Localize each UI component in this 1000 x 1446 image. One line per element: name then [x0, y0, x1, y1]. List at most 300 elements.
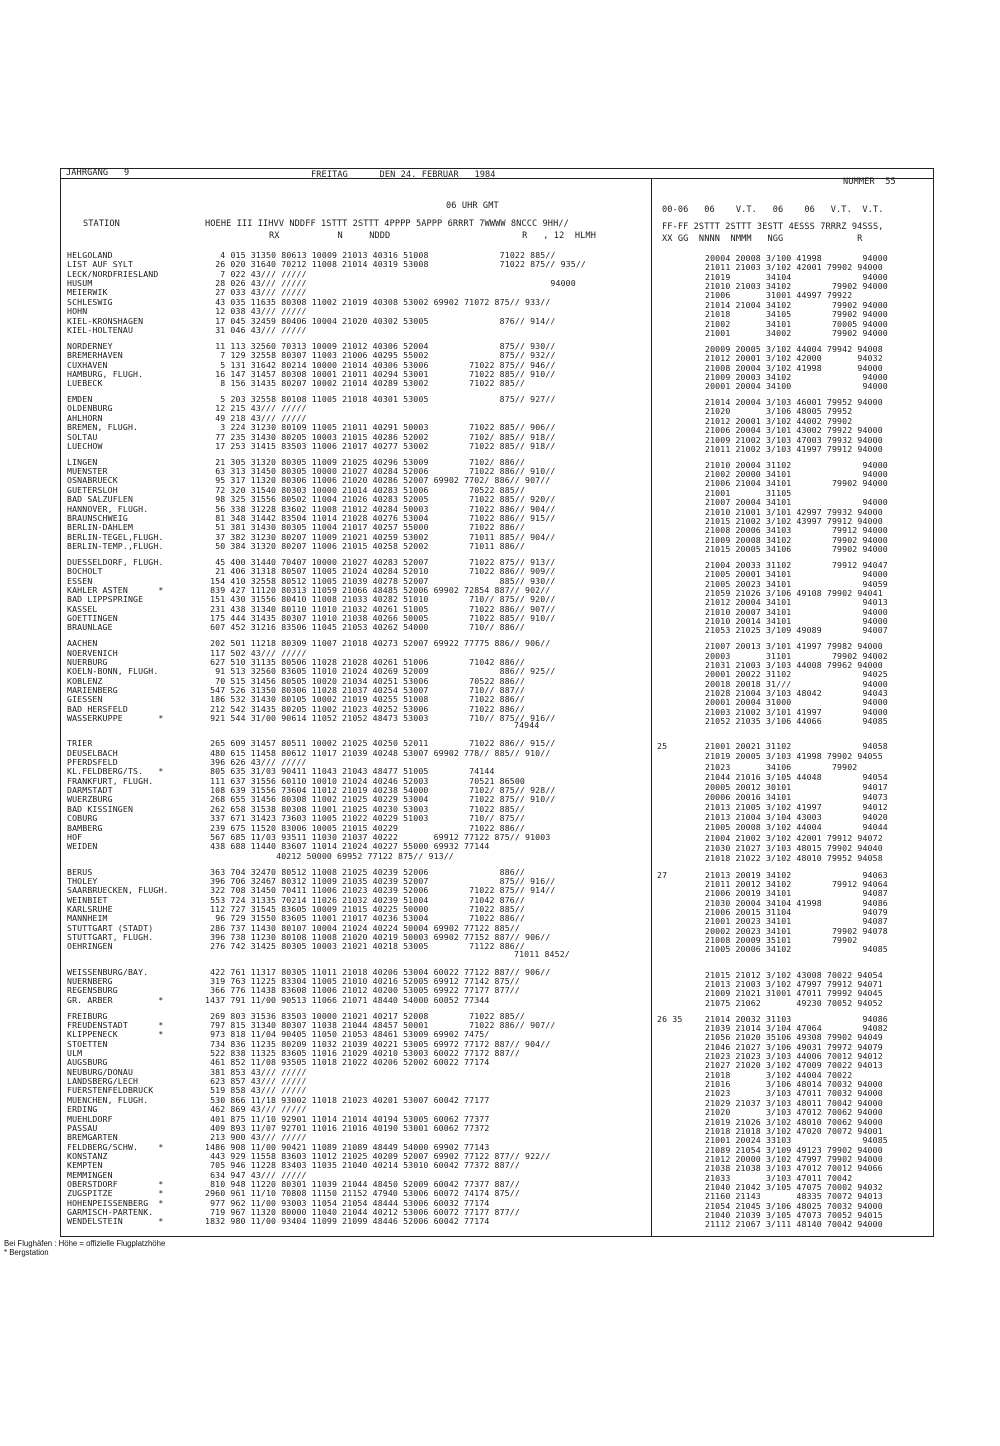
jahrgang-label: JAHRGANG 9 [66, 168, 130, 178]
supplement-header: 00-06 06 V.T. 06 06 V.T. V.T. [662, 205, 884, 215]
station-name: KOELN-BONN, FLUGH. [67, 666, 159, 677]
supplement-values: 21015 21002 3/102 43997 79912 94000 [705, 515, 883, 526]
station-observation: 396 706 32467 80312 11009 21035 40239 52007 875// 916// [210, 875, 556, 886]
station-observation: 212 542 31435 80205 11002 21023 40252 53006 71022 886// [210, 703, 526, 714]
station-observation: 7 129 32558 80307 11003 21006 40295 55002 875// 932// [220, 350, 556, 361]
supplement-values: 21004 21002 3/102 42001 79912 94072 [705, 832, 883, 843]
station-observation: 63 313 31450 80305 10000 21027 40284 52006 71022 886// 910// [215, 466, 556, 477]
station-observation: 366 776 11438 83608 11006 21012 40200 53005 69922 77177 877// [210, 985, 520, 996]
station-observation: 37 382 31230 80207 11009 21021 40259 53002 71011 885// 904// [215, 531, 556, 542]
station-observation: 70 515 31456 80505 10020 21034 40251 53006 70522 886// [215, 675, 526, 686]
supplement-values: 21046 21027 3/106 49031 79972 94079 [705, 1041, 883, 1052]
footnote-height: Bei Flughäfen : Höhe = offizielle Flugplatzhöhe [4, 1239, 166, 1248]
station-name: MUENSTER [67, 466, 108, 477]
station-observation: 396 738 11230 80108 11008 21020 40219 50003 69902 77152 887// 906// [210, 932, 551, 942]
supplement-values: 21013 21003 3/102 47997 79912 94071 [705, 978, 883, 989]
station-observation: 72 320 31540 80303 10000 21014 40283 51006 70522 885// [215, 484, 526, 495]
station-name: WEIDEN [67, 841, 98, 852]
station-observation: 719 967 11320 80000 11040 21044 40212 53006 60072 77177 877// [210, 1207, 520, 1218]
station-name: HELGOLAND [67, 250, 113, 260]
station-name: TRIER [67, 738, 93, 749]
station-observation: 438 688 11440 83607 11014 21024 40227 55000 69932 77144 [210, 841, 490, 852]
station-name: OEHRINGEN [67, 941, 113, 952]
station-name: LUECHOW [67, 440, 103, 451]
supplement-prefix: 25 [657, 741, 668, 752]
station-observation: 45 400 31440 70407 10000 21027 40283 52007 71022 875// 913// [215, 556, 556, 567]
supplement-values: 21052 21035 3/106 44066 94085 [705, 716, 888, 727]
station-name: NUERNBERG [67, 975, 113, 986]
supplement-values: 21006 20019 34101 94087 [705, 888, 888, 899]
supplement-values: 21033 3/103 47011 70042 [705, 1172, 853, 1183]
station-observation: 112 727 31545 83605 10009 21015 40225 50000 71022 885// [210, 903, 526, 914]
supplement-values: 21018 34105 79902 94000 [705, 309, 888, 320]
supplement-values: 21011 21002 3/103 41997 79912 94000 [705, 443, 883, 454]
supplement-values: 21015 21012 3/102 43008 70022 94054 [705, 969, 883, 980]
station-name: EMDEN [67, 394, 93, 404]
station-name: SAARBRUECKEN, FLUGH. [67, 885, 169, 896]
supplement-values: 21015 20005 34106 79902 94000 [705, 543, 888, 554]
station-name: KLIPPENECK * [67, 1029, 164, 1040]
supplement-prefix: 26 35 [657, 1013, 683, 1024]
station-name: NEUBURG/DONAU [67, 1066, 134, 1077]
supplement-values: 21008 20006 34103 79912 94000 [705, 525, 888, 536]
station-name: HOHENPEISSENBERG * [67, 1197, 164, 1208]
supplement-values: 21010 20007 34101 94000 [705, 606, 888, 617]
station-observation: 108 639 31556 73604 11012 21019 40238 54000 7102/ 875// 928// [210, 785, 556, 796]
supplement-values: 21016 3/106 48014 70032 94000 [705, 1079, 883, 1089]
station-name: PASSAU [67, 1122, 98, 1133]
station-observation: 401 875 11/10 92901 11014 21014 40194 53005 60062 77377 [210, 1113, 490, 1124]
supplement-values: 21027 21020 3/102 47009 70022 94013 [705, 1060, 883, 1071]
supplement-values: 21038 21038 3/103 47012 70012 94066 [705, 1163, 883, 1174]
supplement-values: 21007 20013 3/101 41997 79982 94000 [705, 641, 883, 652]
station-name: FELDBERG/SCHW. * [67, 1141, 164, 1152]
station-observation: 12 215 43/// ///// [215, 403, 307, 414]
station-observation: 51 381 31430 80305 11004 21017 40257 55000 71022 886// [215, 522, 526, 533]
supplement-values: 21018 21018 3/102 47020 70072 94001 [705, 1125, 883, 1136]
supplement-values: 21007 20004 34101 94000 [705, 497, 888, 508]
supplement-values: 21001 20024 33103 94085 [705, 1135, 888, 1146]
supplement-values: 21013 21004 3/104 43003 94020 [705, 812, 888, 823]
station-name: KAHLER ASTEN * [67, 584, 164, 595]
supplement-values: 21003 21002 3/101 41997 94000 [705, 706, 888, 717]
supplement-values: 21001 20021 31102 94058 [705, 741, 888, 752]
station-name: BAD SALZUFLEN [67, 494, 134, 505]
station-name: BOCHOLT [67, 566, 103, 577]
station-name: BREMEN, FLUGH. [67, 422, 139, 433]
station-observation: 77 235 31430 80205 10003 21015 40286 52002 7102/ 885// 918// [215, 431, 556, 442]
station-observation: 734 836 11235 80209 11032 21039 40221 53005 69972 77172 887// 904// [210, 1038, 551, 1049]
supplement-values: 21014 20004 3/103 46001 79952 94000 [705, 397, 883, 407]
supplement-values: 21010 21001 3/101 42997 79932 94000 [705, 506, 883, 517]
station-observation: 21 406 31318 80507 11005 21024 40284 52010 71022 886// 909// [215, 566, 556, 577]
station-name: BAMBERG [67, 822, 103, 833]
station-name: OBERSTDORF * [67, 1179, 164, 1189]
supplement-values: 21001 34002 79902 94000 [705, 327, 888, 338]
station-name: OLDENBURG [67, 403, 113, 414]
station-observation: 443 929 11558 83603 11012 21025 40209 52007 69902 77122 877// 922// [210, 1150, 551, 1161]
station-name: KONSTANZ [67, 1150, 108, 1161]
station-name: KIEL-KRONSHAGEN [67, 315, 144, 326]
station-name: GARMISCH-PARTENK. [67, 1207, 154, 1218]
station-observation: 422 761 11317 80305 11011 21018 40206 53004 60022 77122 887// 906// [210, 966, 551, 977]
station-name: WASSERKUPPE * [67, 713, 164, 724]
supplement-values: 20006 20016 34101 94073 [705, 792, 888, 802]
supplement-values: 21018 3/102 44004 70022 [705, 1069, 853, 1080]
supplement-values: 21029 21037 3/103 48011 70042 94000 [705, 1097, 883, 1108]
station-name: BERLIN-TEGEL,FLUGH. [67, 531, 164, 542]
supplement-values: 21075 21062 49230 70052 94052 [705, 997, 883, 1008]
station-name: BREMGARTEN [67, 1132, 118, 1143]
station-name: SOLTAU [67, 431, 98, 442]
supplement-values: 21011 20012 34102 79912 94064 [705, 878, 888, 889]
supplement-values: 21054 21045 3/106 48025 70032 94000 [705, 1200, 883, 1211]
station-observation: 231 438 31340 80110 11010 21032 40261 51005 71022 886// 907// [210, 603, 556, 614]
supplement-values: 21009 20008 34102 79902 94000 [705, 534, 888, 545]
supplement-code-header: FF-FF 2STTT 2STTT 3ESTT 4ESSS 7RRRZ 94SSS, [662, 222, 884, 232]
station-observation: 530 866 11/18 93002 11018 21023 40201 53007 60042 77177 [210, 1094, 490, 1105]
station-observation: 186 532 31430 80105 10002 21019 40255 51008 71022 886// [210, 694, 526, 705]
station-observation: 151 430 31556 80410 11008 21033 40282 51010 710// 875// 920// [210, 594, 556, 605]
supplement-values: 21006 20015 31104 94079 [705, 906, 888, 917]
station-observation: 4 015 31350 80613 10009 21013 40316 51008 71022 885// [220, 250, 556, 260]
station-name: HOF [67, 831, 83, 842]
supplement-values: 21020 3/103 47012 70062 94000 [705, 1107, 883, 1118]
station-header: STATION [83, 219, 120, 229]
station-name: KIEL-HOLTENAU [67, 324, 134, 335]
supplement-values: 21013 21005 3/102 41997 94012 [705, 802, 888, 813]
station-observation: 567 685 11/03 93511 11030 21037 40222 69912 77122 875// 91003 [210, 831, 551, 842]
station-observation: 839 427 11120 80313 11059 21066 48485 52006 69902 72854 887// 902// [210, 584, 551, 595]
station-name: BERLIN-DAHLEM [67, 522, 134, 533]
station-name: BRAUNSCHWEIG [67, 512, 128, 523]
station-name: STOETTEN [67, 1038, 108, 1049]
station-observation: 40212 50000 69952 77122 875// 913// [205, 850, 454, 861]
station-name: FREIBURG [67, 1010, 108, 1021]
station-observation: 623 857 43/// ///// [210, 1076, 307, 1086]
station-observation: 202 501 11218 80309 11007 21018 40273 52007 69922 77775 886// 906// [210, 638, 551, 649]
station-observation: 28 026 43/// ///// 94000 [215, 278, 576, 289]
station-observation: 547 526 31350 80306 11028 21037 40254 53007 710// 887// [210, 685, 526, 695]
station-name: GR. ARBER * [67, 994, 164, 1005]
main-code-header: HOEHE III IIHVV NDDFF 1STTT 2STTT 4PPPP 5APPP 6RRRT 7WWWW 8NCCC 9HH// [205, 219, 569, 229]
supplement-values: 21006 31001 44997 79922 [705, 290, 853, 301]
supplement-values: 21012 20004 34101 94013 [705, 597, 888, 608]
station-name: HANNOVER, FLUGH. [67, 503, 149, 514]
supplement-values: 21040 21042 3/105 47075 70002 94032 [705, 1182, 883, 1192]
supplement-values: 21028 21004 3/103 48042 94043 [705, 688, 888, 698]
station-name: OSNABRUECK [67, 475, 118, 486]
station-name: WEINBIET [67, 894, 108, 905]
footnote-mountain: * Bergstation [4, 1248, 49, 1257]
station-observation: 269 803 31536 83503 10000 21021 40217 52008 71022 885// [210, 1010, 526, 1021]
main-code-subheader: RX N NDDD R , 12 HLMH [269, 231, 596, 241]
station-observation: 1437 791 11/00 90513 11066 21071 48440 54000 60052 77344 [205, 994, 490, 1005]
station-name: GOETTINGEN [67, 613, 118, 623]
supplement-values: 21002 34101 70005 94000 [705, 318, 888, 329]
station-name: BERUS [67, 866, 93, 877]
station-observation: 111 637 31556 60110 10010 21024 40246 52003 70521 86500 [210, 775, 526, 786]
station-observation: 154 410 32558 80512 11005 21039 40278 52007 885// 930// [210, 575, 556, 586]
station-name: HOHN [67, 306, 88, 317]
supplement-values: 21030 21027 3/103 48015 79902 94040 [705, 842, 883, 853]
station-observation: 322 708 31450 70411 11006 21023 40239 52006 71022 875// 914// [210, 885, 556, 896]
station-name: MUEHLDORF [67, 1113, 113, 1124]
station-name: LIST AUF SYLT [67, 259, 134, 270]
supplement-values: 21053 21025 3/109 49089 94007 [705, 625, 888, 636]
station-observation: 50 384 31320 80207 11006 21015 40258 52002 71011 886// [215, 540, 526, 551]
supplement-values: 21008 20009 35101 79902 [705, 935, 858, 945]
supplement-values: 20004 20008 3/100 41998 94000 [705, 253, 888, 263]
header-rule [61, 178, 933, 179]
supplement-values: 21018 21022 3/102 48010 79952 94058 [705, 852, 883, 863]
station-observation: 31 046 43/// ///// [215, 324, 307, 335]
issue-number: NUMMER 55 [843, 177, 896, 187]
supplement-values: 20001 20004 31000 94000 [705, 697, 888, 708]
station-name: HAMBURG, FLUGH. [67, 368, 144, 379]
supplement-values: 20009 20005 3/102 44004 79942 94008 [705, 343, 883, 354]
station-observation: 175 444 31435 80307 11010 21038 40266 50005 71022 885// 910// [210, 613, 556, 623]
station-name: FUERSTENFELDBRUCK [67, 1085, 154, 1096]
station-observation: 553 724 31335 70214 11026 21032 40239 51004 71042 876// [210, 894, 526, 905]
supplement-values: 21010 20014 34101 94000 [705, 616, 888, 626]
station-observation: 462 869 43/// ///// [210, 1104, 307, 1115]
supplement-values: 21010 21003 34102 79902 94000 [705, 281, 888, 292]
station-observation: 276 742 31425 80305 10003 21021 40218 53005 71122 886// [210, 941, 526, 952]
station-observation: 634 947 43/// ///// [210, 1169, 307, 1180]
station-observation: 17 045 32459 80406 10004 21020 40302 53005 876// 914// [215, 315, 556, 326]
supplement-values: 21019 34104 94000 [705, 271, 888, 282]
station-observation: 627 510 31135 80506 11028 21028 40261 51006 71042 886// [210, 656, 526, 667]
station-name: LECK/NORDFRIESLAND [67, 268, 159, 279]
synop-table [60, 168, 934, 1237]
station-name: SCHLESWIG [67, 296, 113, 307]
station-name: BAD HERSFELD [67, 703, 128, 714]
supplement-values: 21059 21026 3/106 49108 79902 94041 [705, 587, 883, 598]
supplement-values: 21160 21143 48335 70072 94013 [705, 1191, 883, 1202]
station-name: ESSEN [67, 575, 93, 586]
station-observation: 27 033 43/// ///// [215, 287, 307, 298]
station-name: FREUDENSTADT * [67, 1019, 164, 1030]
station-observation: 91 513 32560 83605 11010 21024 40269 52009 886// 925// [215, 666, 556, 677]
station-observation: 5 203 32558 80108 11005 21018 40301 53005 875// 927// [220, 394, 556, 404]
station-observation: 12 038 43/// ///// [215, 306, 307, 317]
station-name: ULM [67, 1047, 83, 1058]
station-name: DUESSELDORF, FLUGH. [67, 556, 164, 567]
supplement-values: 21006 21004 34101 79902 94000 [705, 478, 888, 489]
supplement-values: 21005 20001 34101 94000 [705, 569, 888, 580]
station-name: WENDELSTEIN * [67, 1216, 164, 1227]
station-observation: 286 737 11430 80107 10004 21024 40224 50004 69902 77122 885// [210, 922, 520, 933]
station-name: DARMSTADT [67, 785, 113, 796]
station-name: COBURG [67, 813, 98, 824]
station-name: KEMPTEN [67, 1160, 103, 1171]
supplement-values: 21012 20001 3/102 42000 94032 [705, 353, 883, 364]
station-name: MEIERWIK [67, 287, 108, 298]
supplement-values: 21019 21026 3/102 48010 70062 94000 [705, 1116, 883, 1127]
supplement-values: 21040 21039 3/105 47073 70052 94015 [705, 1210, 883, 1221]
supplement-values: 21010 20004 31102 94000 [705, 459, 888, 470]
station-name: HUSUM [67, 278, 93, 289]
supplement-values: 21030 20004 34104 41998 94086 [705, 897, 888, 908]
station-observation: 262 658 31538 80308 11001 21025 40230 53003 71022 885// [210, 803, 526, 814]
supplement-values: 21005 20023 34101 94059 [705, 578, 888, 589]
station-name: BAD KISSINGEN [67, 803, 134, 814]
station-observation: 810 948 11220 80301 11039 21044 48450 52009 60042 77377 887// [210, 1179, 520, 1189]
supplement-values: 20018 20018 31/// 94000 [705, 678, 888, 689]
observation-continuation: 74944 [514, 720, 540, 731]
station-name: GUETERSLOH [67, 484, 118, 495]
station-name: LINGEN [67, 456, 98, 467]
station-name: KASSEL [67, 603, 98, 614]
station-observation: 797 815 31340 80307 11038 21044 48457 50001 71022 886// 907// [210, 1019, 556, 1030]
station-observation: 95 317 11320 80306 11006 21020 40286 52007 69902 7702/ 886// 907// [215, 475, 551, 486]
station-observation: 519 858 43/// ///// [210, 1085, 307, 1096]
station-name: THOLEY [67, 875, 98, 886]
supplement-values: 20005 20012 30101 94017 [705, 781, 888, 792]
station-observation: 1486 908 11/00 90421 11089 21089 48449 54000 69902 77143 [205, 1141, 490, 1152]
station-observation: 5 131 31642 80214 10000 21014 40306 53006 71022 875// 946// [220, 359, 556, 370]
station-observation: 117 502 43/// ///// [210, 647, 307, 658]
station-name: MUENCHEN, FLUGH. [67, 1094, 149, 1105]
station-name: BAD LIPPSPRINGE [67, 594, 144, 605]
supplement-values: 20001 20004 34100 94000 [705, 381, 888, 392]
station-name: FRANKFURT, FLUGH. [67, 775, 154, 786]
supplement-values: 20002 20023 34101 79902 94078 [705, 925, 888, 936]
station-observation: 81 348 31442 83504 11014 21028 40276 53004 71022 886// 915// [215, 512, 556, 523]
station-name: MEMMINGEN [67, 1169, 113, 1180]
supplement-values: 21023 21023 3/103 44006 70012 94012 [705, 1050, 883, 1061]
supplement-values: 21039 21014 3/104 47064 94082 [705, 1022, 888, 1033]
station-name: CUXHAVEN [67, 359, 108, 370]
station-observation: 239 675 11520 83006 10005 21015 40229 71022 886// [210, 822, 526, 833]
station-observation: 396 626 43/// ///// [210, 757, 307, 767]
station-name: ZUGSPITZE * [67, 1188, 164, 1199]
station-name: NOERVENICH [67, 647, 118, 658]
supplement-values: 21006 20004 3/101 43002 79922 94000 [705, 425, 883, 436]
station-observation: 522 838 11325 83605 11016 21029 40210 53003 60022 77172 887// [210, 1047, 520, 1058]
supplement-values: 21089 21054 3/109 49123 79902 94000 [705, 1144, 883, 1155]
station-observation: 3 224 31230 80109 11005 21011 40291 50003 71022 885// 906// [220, 422, 556, 433]
supplement-values: 21031 21003 3/103 44008 79962 94000 [705, 659, 883, 670]
supplement-values: 21023 34106 79902 [705, 761, 858, 772]
station-observation: 49 218 43/// ///// [215, 412, 307, 423]
station-observation: 921 544 31/00 90614 11052 21052 48473 53003 710// 875// 916// [210, 713, 556, 724]
station-name: AACHEN [67, 638, 98, 649]
supplement-values: 21009 20003 34102 94000 [705, 371, 888, 382]
station-name: BERLIN-TEMP.,FLUGH. [67, 540, 164, 551]
supplement-values: 21014 20032 31103 94086 [705, 1013, 888, 1024]
station-name: AUGSBURG [67, 1057, 108, 1068]
station-observation: 1832 980 11/00 93404 11099 21099 48446 52006 60042 77174 [205, 1216, 490, 1227]
supplement-values: 21008 20004 3/102 41998 94000 [705, 362, 883, 373]
station-observation: 268 655 31456 80308 11002 21025 40229 53004 71022 875// 910// [210, 794, 556, 805]
station-observation: 705 946 11228 83403 11035 21040 40214 53010 60042 77372 887// [210, 1160, 520, 1171]
station-name: ERDING [67, 1104, 98, 1115]
station-observation: 805 635 31/03 90411 11043 21043 48477 51005 74144 [210, 766, 495, 777]
station-name: KARLSRUHE [67, 903, 113, 914]
station-name: AHLHORN [67, 412, 103, 423]
station-name: DEUSELBACH [67, 747, 118, 758]
station-name: WEISSENBURG/BAY. [67, 966, 149, 977]
supplement-values: 21011 21003 3/102 42001 79902 94000 [705, 262, 883, 273]
station-observation: 363 704 32470 80512 11008 21025 40239 52006 886// [210, 866, 526, 877]
station-observation: 977 962 11/00 93003 11054 21054 48444 53006 60032 77174 [210, 1197, 490, 1208]
supplement-values: 21012 20001 3/102 44002 79902 [705, 415, 853, 426]
station-name: STUTTGART, FLUGH. [67, 932, 154, 942]
supplement-values: 21005 20006 34102 94085 [705, 944, 888, 955]
station-name: KL.FELDBERG/TS. * [67, 766, 164, 777]
supplement-values: 21005 20008 3/102 44004 94044 [705, 822, 888, 833]
supplement-values: 21019 20005 3/103 41998 79902 94055 [705, 751, 883, 762]
station-observation: 337 671 31423 73603 11005 21022 40229 51003 710// 875// [210, 813, 526, 824]
station-observation: 381 853 43/// ///// [210, 1066, 307, 1077]
supplement-code-subheader: XX GG NNNN NMMM NGG R [662, 234, 863, 244]
station-observation: 56 338 31228 83602 11008 21012 40284 50003 71022 886// 904// [215, 503, 556, 514]
station-observation: 8 156 31435 80207 10002 21014 40289 53002 71022 885// [220, 378, 526, 389]
supplement-prefix: 27 [657, 869, 668, 880]
station-observation: 43 035 11635 80308 11002 21019 40308 53002 69902 71072 875// 933// [215, 296, 551, 307]
station-observation: 16 147 31457 80308 10001 21011 40294 53001 71022 885// 910// [215, 368, 556, 379]
station-observation: 319 763 11225 83304 11005 21010 40216 52005 69912 77142 875// [210, 975, 520, 986]
footer-notes [4, 1239, 165, 1257]
station-observation: 21 305 31320 80305 11009 21025 40296 53009 7102/ 886// [215, 456, 526, 467]
supplement-values: 21014 21004 34102 79902 94000 [705, 299, 888, 310]
obs-time-label: 06 UHR GMT [446, 201, 499, 211]
station-observation: 973 818 11/04 90405 11050 21053 48461 53009 69902 7475/ [210, 1029, 490, 1040]
station-observation: 2960 961 11/10 70808 11150 21152 47940 53006 60072 74174 875// [205, 1188, 520, 1199]
station-observation: 265 609 31457 80511 10002 21025 40250 52011 71022 886// 915// [210, 738, 556, 749]
supplement-values: 21001 31105 [705, 487, 792, 498]
supplement-values: 21002 20000 34101 94000 [705, 469, 888, 480]
station-observation: 17 253 31415 83503 11006 21017 40277 53002 71022 885// 918// [215, 440, 556, 451]
station-name: NORDERNEY [67, 340, 113, 351]
supplement-values: 21012 20000 3/102 47997 79902 94000 [705, 1153, 883, 1164]
supplement-values: 21009 21021 31001 47011 79992 94045 [705, 988, 883, 999]
station-observation: 213 900 43/// ///// [210, 1132, 307, 1143]
station-observation: 26 020 31640 70212 11008 21014 40319 53008 71022 875// 935// [215, 259, 586, 270]
station-name: NUERBURG [67, 656, 108, 667]
station-observation: 7 022 43/// ///// [220, 268, 307, 279]
supplement-values: 20003 31101 79902 94002 [705, 650, 888, 661]
station-observation: 11 113 32560 70313 10009 21012 40306 52004 875// 930// [215, 340, 556, 351]
station-observation: 461 852 11/08 93505 11018 21022 40206 52002 60022 77174 [210, 1057, 490, 1068]
station-name: KOBLENZ [67, 675, 103, 686]
observation-continuation: 71011 8452/ [514, 948, 570, 959]
supplement-values: 21023 3/103 47011 70032 94000 [705, 1088, 883, 1099]
supplement-values: 21044 21016 3/105 44048 94054 [705, 771, 888, 782]
station-name: GIESSEN [67, 694, 103, 705]
station-name: STUTTGART (STADT) [67, 922, 154, 933]
date-label: FREITAG DEN 24. FEBRUAR 1984 [311, 170, 496, 180]
station-observation: 480 615 11458 80612 11017 21039 40248 53007 69902 778// 885// 910// [210, 747, 551, 758]
supplement-values: 21020 3/106 48005 79952 [705, 406, 853, 417]
station-observation: 98 325 31556 80502 11004 21026 40283 52005 71022 885// 920// [215, 494, 556, 505]
column-divider [651, 178, 652, 1236]
supplement-values: 21009 21002 3/103 47003 79932 94000 [705, 434, 883, 445]
supplement-values: 21056 21020 35106 49308 79902 94049 [705, 1032, 883, 1043]
station-name: WUERZBURG [67, 794, 113, 805]
supplement-values: 20001 20022 31102 94025 [705, 669, 888, 680]
supplement-values: 21004 20033 31102 79912 94047 [705, 559, 888, 570]
station-name: REGENSBURG [67, 985, 118, 996]
station-name: MARIENBERG [67, 685, 118, 695]
supplement-values: 21001 20023 34101 94087 [705, 916, 888, 927]
supplement-values: 21112 21067 3/111 48140 70042 94000 [705, 1219, 883, 1230]
station-observation: 409 893 11/07 92701 11016 21016 40190 53001 60062 77372 [210, 1122, 490, 1133]
station-name: PFERDSFELD [67, 757, 118, 767]
supplement-values: 21013 20019 34102 94063 [705, 869, 888, 880]
